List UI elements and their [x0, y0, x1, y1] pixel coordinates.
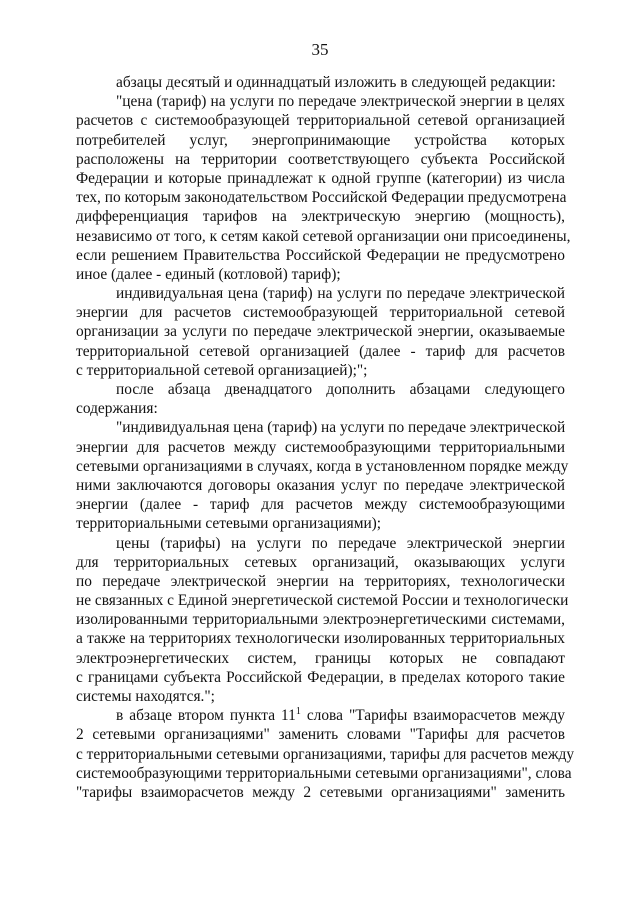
text-line: независимо от того, к сетям какой сетевой организации они присоединены, [76, 227, 571, 245]
text-line: электроэнергетических систем, границы которых не совпадают [76, 649, 565, 667]
text-line: потребителей услуг, энергопринимающие устройства которых [76, 131, 565, 149]
text-line: с границами субъекта Российской Федерации, в пределах которого такие [76, 668, 565, 686]
text-line: с территориальной сетевой организацией);"; [76, 361, 368, 379]
text-line: 2 сетевыми организациями" заменить словами "Тарифы для расчетов [76, 726, 565, 744]
text-line: иное (далее - единый (котловой) тариф); [76, 265, 341, 283]
text-line: "тарифы взаиморасчетов между 2 сетевыми организациями" заменить [76, 783, 565, 801]
text-line: цены (тарифы) на услуги по передаче электрической энергии [116, 534, 565, 552]
paragraph [76, 284, 565, 380]
text-line: "индивидуальная цена (тариф) на услуги по передаче электрической [116, 419, 566, 437]
text-line: если решением Правительства Российской Федерации не предусмотрено [76, 246, 565, 264]
text-line: по передаче электрической энергии на территориях, технологически [76, 572, 565, 590]
text-line: для территориальных сетевых организаций, оказывающих услуги [76, 553, 565, 571]
text-line: дифференциация тарифов на электрическую энергию (мощность), [76, 208, 565, 226]
text-line: территориальными сетевыми организациями); [76, 515, 382, 533]
document-body [76, 73, 575, 802]
text-line: энергии (далее - тариф для расчетов между системообразующими [76, 496, 565, 514]
text-line: энергии для расчетов между системообразующими территориальными [76, 438, 565, 456]
text-line: индивидуальная цена (тариф) на услуги по передаче электрической [116, 285, 565, 303]
text-line: после абзаца двенадцатого дополнить абзацами следующего [116, 381, 565, 398]
text-line: территориальной сетевой организацией (далее - тариф для расчетов [76, 342, 565, 360]
text-line: сетевыми организациями в случаях, когда в установленном порядке между [76, 457, 569, 475]
text-line: энергии для расчетов системообразующей территориальной сетевой [76, 304, 565, 322]
text-line: не связанных с Единой энергетической системой России и технологически [76, 592, 569, 610]
paragraph [76, 534, 569, 707]
page-number: 35 [311, 40, 329, 59]
superscript: 1 [295, 706, 301, 718]
text-line: расчетов с системообразующей территориальной сетевой организацией [76, 112, 565, 130]
paragraph [76, 706, 575, 802]
text-line [76, 706, 565, 725]
text-span: в абзаце втором пункта 11 [116, 707, 296, 725]
text-line: а также на территориях технологически изолированных территориальных [76, 630, 565, 648]
paragraph [76, 92, 571, 284]
text-line: системообразующими территориальными сетевыми организациями", слова [76, 764, 572, 782]
paragraph [76, 73, 565, 92]
text-line: содержания: [76, 400, 158, 418]
text-span: слова "Тарифы взаиморасчетов между [300, 707, 565, 725]
text-line: расположены на территории соответствующего субъекта Российской [76, 150, 565, 168]
text-line: организации за услуги по передаче электрической энергии, оказываемые [76, 323, 565, 341]
text-line: абзацы десятый и одиннадцатый изложить в следующей редакции: [116, 74, 556, 91]
text-line: "цена (тариф) на услуги по передаче электрической энергии в целях [116, 93, 565, 111]
text-line: Федерации и которые принадлежат к одной группе (категории) из числа [76, 169, 565, 187]
text-line: с территориальными сетевыми организациями, тарифы для расчетов между [76, 745, 575, 763]
text-line: системы находятся."; [76, 688, 215, 705]
paragraph [76, 380, 565, 418]
paragraph [76, 418, 569, 533]
text-line: изолированными территориальными электроэнергетическими системами, [76, 611, 565, 629]
text-line: ними заключаются договоры оказания услуг по передаче электрической [76, 476, 565, 494]
text-line: тех, по которым законодательством Российской Федерации предусмотрена [76, 189, 567, 207]
